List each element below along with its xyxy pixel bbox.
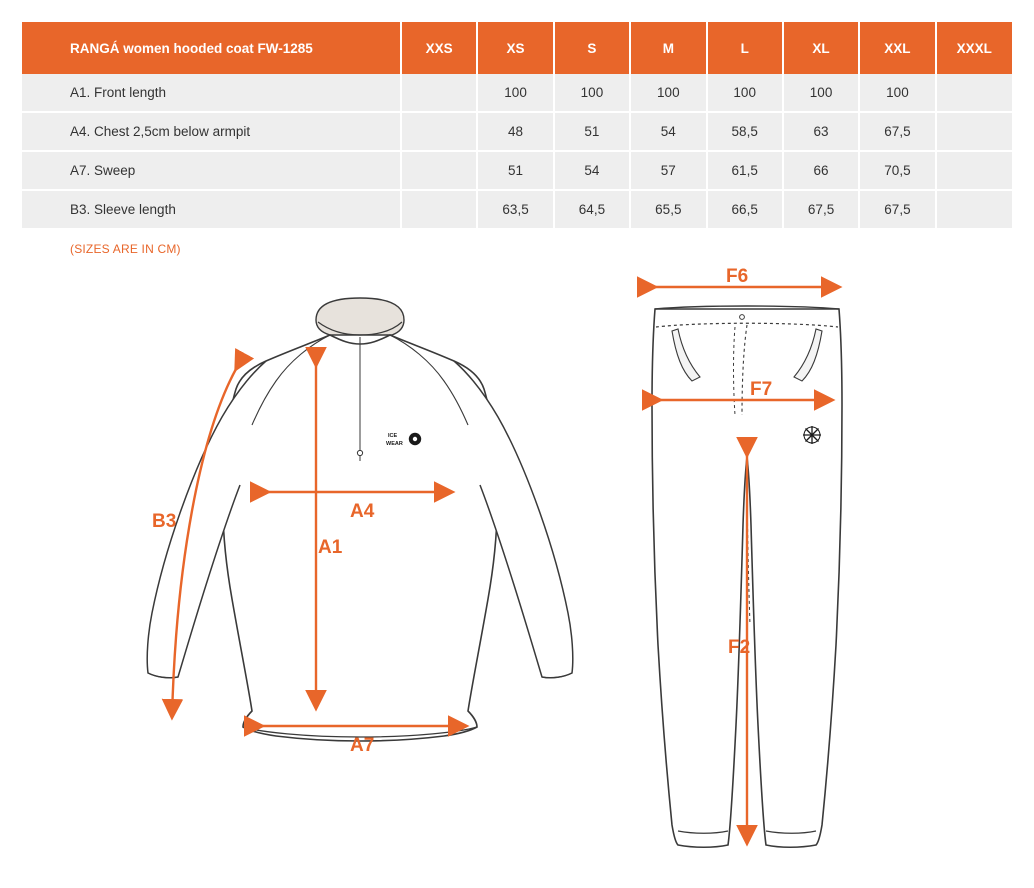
column-header-xxxl: XXXL [936, 22, 1012, 74]
cell-a4-xxxl [936, 112, 1012, 151]
measure-label-f2: F2 [728, 637, 751, 658]
cell-a4-xl: 63 [783, 112, 859, 151]
row-label-a4: A4. Chest 2,5cm below armpit [22, 112, 401, 151]
garment-illustrations [0, 265, 1034, 885]
cell-a7-xxxl [936, 151, 1012, 190]
column-header-l: L [707, 22, 783, 74]
table-row [22, 190, 1012, 228]
measure-label-f6: F6 [726, 266, 749, 287]
cell-b3-xxxl [936, 190, 1012, 228]
cell-a4-xxs [401, 112, 477, 151]
column-header-xxl: XXL [859, 22, 935, 74]
table-row [22, 74, 1012, 112]
measure-label-f7: F7 [750, 379, 773, 400]
column-header-s: S [554, 22, 630, 74]
logo-text-line2: WEAR [386, 441, 403, 447]
cell-b3-xxs [401, 190, 477, 228]
cell-a4-xxl: 67,5 [859, 112, 935, 151]
illustration-svg [0, 265, 1034, 885]
column-header-xxs: XXS [401, 22, 477, 74]
row-label-a1: A1. Front length [22, 74, 401, 112]
cell-a4-s: 51 [554, 112, 630, 151]
cell-a7-xxl: 70,5 [859, 151, 935, 190]
cell-a7-xxs [401, 151, 477, 190]
cell-b3-xl: 67,5 [783, 190, 859, 228]
cell-a4-m: 54 [630, 112, 706, 151]
cell-a1-xl: 100 [783, 74, 859, 112]
cell-a7-xl: 66 [783, 151, 859, 190]
snowflake-logo [803, 426, 821, 444]
size-table-container [22, 22, 1012, 228]
row-label-b3: B3. Sleeve length [22, 190, 401, 228]
cell-a1-xxxl [936, 74, 1012, 112]
cell-a1-xs: 100 [477, 74, 553, 112]
cell-a7-l: 61,5 [707, 151, 783, 190]
cell-a1-l: 100 [707, 74, 783, 112]
cell-a4-l: 58,5 [707, 112, 783, 151]
column-header-m: M [630, 22, 706, 74]
size-table [22, 22, 1012, 228]
units-note: (SIZES ARE IN CM) [70, 242, 181, 256]
cell-b3-xs: 63,5 [477, 190, 553, 228]
cell-a1-m: 100 [630, 74, 706, 112]
cell-a1-xxs [401, 74, 477, 112]
cell-a1-xxl: 100 [859, 74, 935, 112]
cell-b3-s: 64,5 [554, 190, 630, 228]
jacket-technical-drawing [147, 298, 573, 756]
measure-label-b3: B3 [152, 511, 177, 532]
table-title-cell: RANGÁ women hooded coat FW-1285 [22, 22, 401, 74]
cell-a1-s: 100 [554, 74, 630, 112]
measure-label-a1: A1 [318, 537, 343, 558]
pants-technical-drawing [652, 266, 842, 847]
cell-a7-m: 57 [630, 151, 706, 190]
cell-b3-l: 66,5 [707, 190, 783, 228]
table-header-row [22, 22, 1012, 74]
row-label-a7: A7. Sweep [22, 151, 401, 190]
column-header-xl: XL [783, 22, 859, 74]
table-row [22, 151, 1012, 190]
column-header-xs: XS [477, 22, 553, 74]
cell-b3-xxl: 67,5 [859, 190, 935, 228]
table-row [22, 112, 1012, 151]
logo-text-line1: ICE [388, 433, 398, 439]
cell-a7-s: 54 [554, 151, 630, 190]
cell-b3-m: 65,5 [630, 190, 706, 228]
cell-a4-xs: 48 [477, 112, 553, 151]
cell-a7-xs: 51 [477, 151, 553, 190]
measure-label-a7: A7 [350, 735, 375, 756]
measure-label-a4: A4 [350, 501, 375, 522]
